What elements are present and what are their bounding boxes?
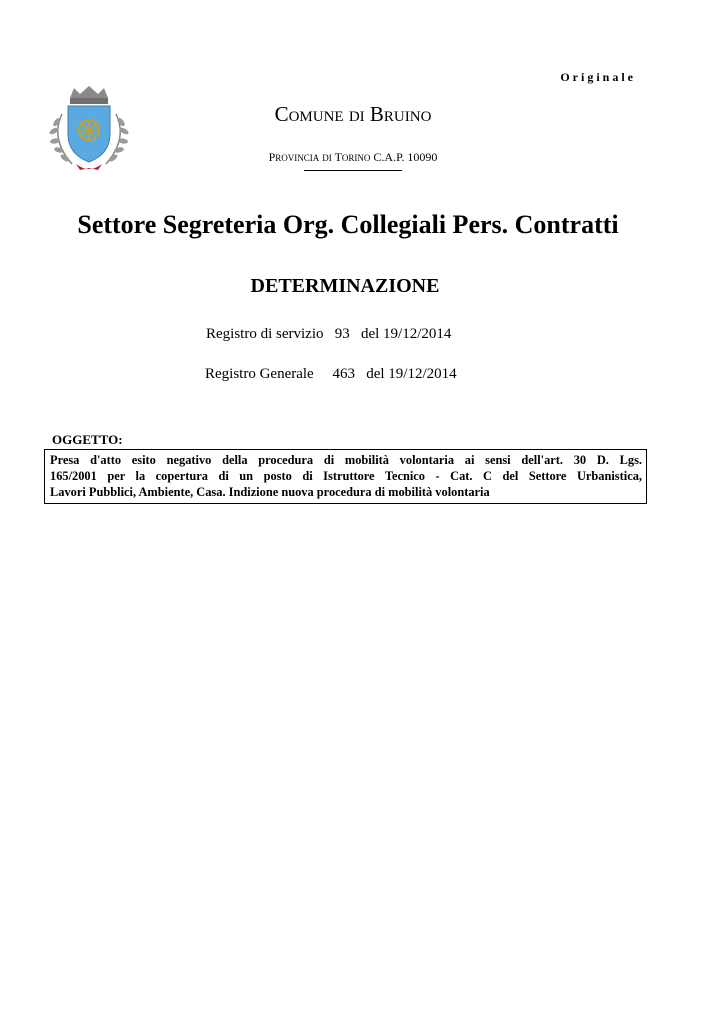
oggetto-label: OGGETTO: xyxy=(52,432,123,447)
registro-generale: Registro Generale 463 del 19/12/2014 xyxy=(205,366,457,382)
municipality-name: COMUNE DI BRUINO xyxy=(274,102,432,126)
oggetto-line: Lavori Pubblici, Ambiente, Casa. Indizione nuova procedura di mobilità volontaria xyxy=(50,485,490,499)
status-label: Originale xyxy=(560,70,636,84)
header-divider xyxy=(304,170,402,171)
oggetto-line: Presa d'atto esito negativo della procedura di mobilità volontaria ai sensi dell'art. 30 D. Lgs. xyxy=(50,453,642,467)
department-title: Settore Segreteria Org. Collegiali Pers. Contratti xyxy=(77,210,619,239)
municipality-header xyxy=(230,100,476,171)
registro-servizio: Registro di servizio 93 del 19/12/2014 xyxy=(206,326,452,342)
document-type: DETERMINAZIONE xyxy=(250,275,440,297)
oggetto-box xyxy=(44,449,647,504)
oggetto-line: 165/2001 per la copertura di un posto di Istruttore Tecnico - Cat. C del Settore Urbanistica, xyxy=(50,469,642,483)
municipal-crest-icon xyxy=(44,84,134,176)
province-line: PROVINCIA DI TORINO C.A.P. 10090 xyxy=(268,150,438,164)
